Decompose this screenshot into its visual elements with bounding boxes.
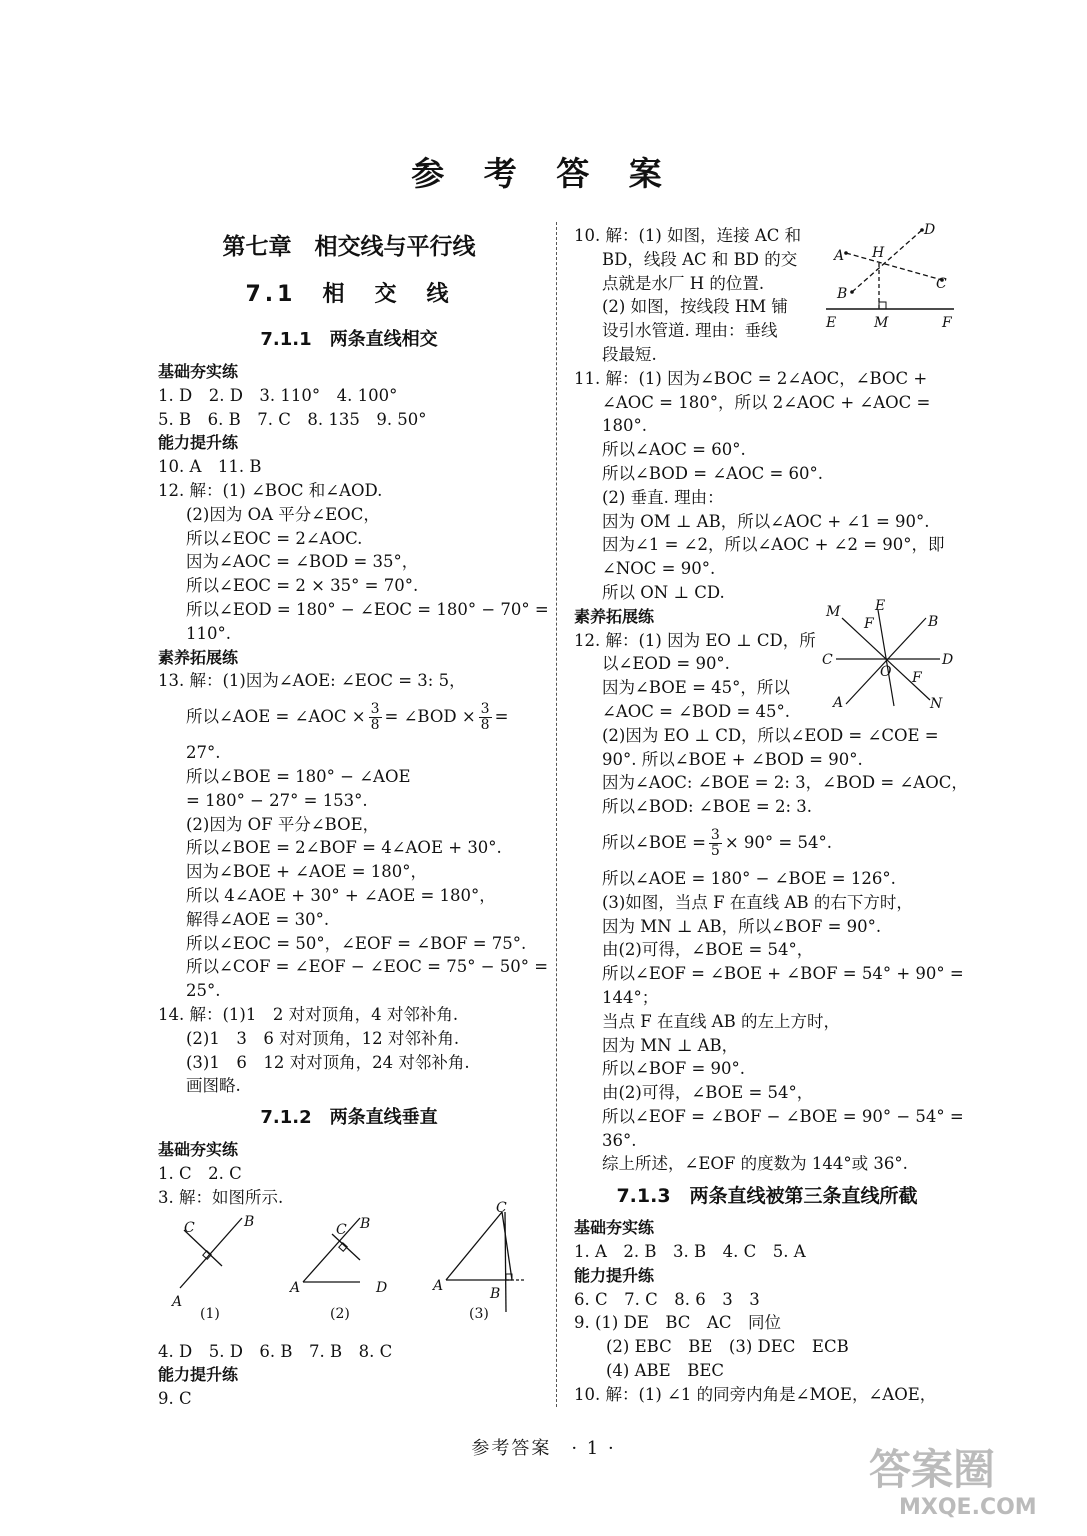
- svg-text:B: B: [928, 614, 939, 630]
- section-label: 能力提升练: [158, 433, 239, 453]
- answer-line: (2)因为 OF 平分∠BOE，: [186, 814, 380, 834]
- svg-text:A: A: [833, 695, 844, 711]
- svg-text:M: M: [826, 604, 841, 620]
- answer-line: 所以∠EOC = 50°，∠EOF = ∠BOF = 75°.: [186, 933, 527, 953]
- answer-line: 6. C 7. C 8. 6 3 3: [574, 1289, 760, 1309]
- answer-line: 以∠EOD = 90°.: [602, 654, 730, 674]
- svg-text:D: D: [942, 652, 954, 668]
- answer-line: ∠NOC = 90°.: [602, 559, 716, 579]
- answer-line: 综上所述，∠EOF 的度数为 144°或 36°.: [602, 1154, 908, 1174]
- column-divider: [556, 222, 557, 1407]
- text-segment: 3: [480, 701, 490, 718]
- section-label: 素养拓展练: [158, 647, 239, 667]
- svg-text:D: D: [376, 1280, 388, 1296]
- svg-text:答案圈: 答案圈: [869, 1445, 996, 1494]
- figure-caption-1: (1): [200, 1306, 220, 1322]
- answer-line: 27°.: [186, 743, 221, 763]
- answer-line: 所以 4∠AOE + 30° + ∠AOE = 180°，: [186, 885, 496, 905]
- answer-line: 所以∠BOF = 90°.: [602, 1059, 746, 1079]
- svg-text:F: F: [864, 616, 874, 632]
- fraction: [709, 828, 722, 859]
- section-label: 素养拓展练: [574, 606, 655, 626]
- section-label: 能力提升练: [574, 1265, 655, 1285]
- answer-line: 4. D 5. D 6. B 7. B 8. C: [158, 1341, 393, 1361]
- svg-text:M: M: [874, 315, 889, 331]
- answer-line: (2) EBC BE (3) DEC ECB: [606, 1337, 849, 1357]
- answer-line: 90°. 所以∠BOE + ∠BOD = 90°.: [602, 749, 863, 769]
- svg-text:D: D: [924, 222, 936, 238]
- figure-caption-2: (2): [330, 1306, 350, 1322]
- answer-line: 9. C: [158, 1389, 192, 1409]
- answer-line: (2)因为 EO ⊥ CD，所以∠EOD = ∠COE =: [602, 725, 939, 745]
- svg-text:C: C: [336, 1222, 347, 1238]
- answer-line: 所以∠EOF = ∠BOF − ∠BOE = 90° − 54° =: [602, 1106, 964, 1126]
- answer-line: 10. 解：(1) 如图，连接 AC 和: [574, 226, 802, 245]
- answer-line: 10. A 11. B: [158, 457, 262, 477]
- fraction-line: [574, 819, 960, 867]
- answer-line: 由(2)可得，∠BOE = 54°，: [602, 1083, 814, 1103]
- answer-line: 画图略.: [186, 1076, 241, 1096]
- answer-line: 12. 解：(1) ∠BOC 和∠AOD.: [158, 480, 383, 500]
- fraction: [479, 702, 492, 733]
- answer-line: 5. B 6. B 7. C 8. 135 9. 50°: [158, 409, 427, 429]
- figure-intersecting-lines: [818, 596, 960, 716]
- svg-text:A: A: [172, 1294, 183, 1310]
- answer-line: (2) 垂直. 理由：: [602, 487, 724, 507]
- answer-line: 当点 F 在直线 AB 的左上方时，: [602, 1011, 840, 1031]
- answer-line: 144°；: [602, 987, 659, 1007]
- answer-line: 36°.: [602, 1130, 637, 1150]
- figure-perpendiculars: [160, 1200, 530, 1328]
- answer-line: 11. 解：(1) 因为∠BOC = 2∠AOC，∠BOC +: [574, 368, 928, 388]
- answer-line: 1. D 2. D 3. 110° 4. 100°: [158, 385, 398, 405]
- answer-line: 所以∠AOE = 180° − ∠BOE = 126°.: [602, 868, 896, 888]
- answer-line: 点就是水厂 H 的位置.: [602, 273, 765, 293]
- text-segment: × 90° = 54°.: [724, 832, 832, 852]
- answer-line: 所以∠EOD = 180° − ∠EOC = 180° − 70° =: [186, 599, 549, 619]
- svg-text:C: C: [822, 652, 833, 668]
- svg-text:B: B: [244, 1214, 255, 1230]
- subsection-heading: 7.1.2 两条直线垂直: [260, 1107, 438, 1129]
- answer-line: 解得∠AOE = 30°.: [186, 909, 330, 929]
- watermark-logo: [863, 1432, 1063, 1522]
- subsection-heading: 7.1.1 两条直线相交: [260, 329, 438, 350]
- answer-line: (2)因为 OA 平分∠EOC，: [186, 504, 380, 524]
- svg-text:H: H: [872, 245, 885, 261]
- svg-text:B: B: [837, 286, 848, 302]
- answer-line: BD，线段 AC 和 BD 的交: [602, 249, 798, 269]
- answer-line: 10. 解：(1) ∠1 的同旁内角是∠MOE，∠AOE，: [574, 1384, 937, 1404]
- answer-line: 所以∠BOD: ∠BOE = 2: 3.: [602, 797, 813, 817]
- answer-line: 13. 解：(1)因为∠AOE: ∠EOC = 3: 5，: [158, 671, 466, 691]
- text-segment: 3: [710, 826, 720, 843]
- svg-text:F: F: [912, 670, 922, 686]
- answer-line: 所以∠EOF = ∠BOE + ∠BOF = 54° + 90° =: [602, 964, 964, 984]
- right-column: [574, 224, 968, 1407]
- page-footer: 参考答案 · 1 ·: [471, 1438, 616, 1459]
- answer-line: 因为 OM ⊥ AB，所以∠AOC + ∠1 = 90°.: [602, 511, 930, 531]
- svg-text:F: F: [942, 315, 952, 331]
- svg-text:N: N: [930, 696, 943, 712]
- chapter-heading: 第七章 相交线与平行线: [222, 234, 476, 260]
- answer-line: 因为 MN ⊥ AB，所以∠BOF = 90°.: [602, 916, 882, 936]
- svg-text:E: E: [826, 315, 837, 331]
- answer-line: 1. C 2. C: [158, 1163, 242, 1183]
- answer-line: 14. 解：(1)1 2 对对顶角，4 对邻补角.: [158, 1004, 459, 1024]
- answer-line: 110°.: [186, 623, 231, 643]
- section-label: 基础夯实练: [158, 1140, 239, 1160]
- svg-text:A: A: [834, 248, 845, 264]
- answer-line: 设引水管道. 理由：垂线: [602, 321, 778, 341]
- subsection-heading: 7.1.3 两条直线被第三条直线所截: [616, 1185, 918, 1208]
- answer-line: 由(2)可得，∠BOE = 54°，: [602, 940, 814, 960]
- svg-text:B: B: [490, 1286, 501, 1302]
- answer-line: 3. 解：如图所示.: [158, 1187, 284, 1207]
- fraction-line: [158, 693, 540, 741]
- text-segment: 8: [480, 717, 490, 734]
- svg-text:O: O: [880, 664, 892, 680]
- svg-text:C: C: [184, 1220, 195, 1236]
- answer-line: (2)1 3 6 对对顶角，12 对邻补角.: [186, 1028, 460, 1048]
- svg-text:B: B: [360, 1216, 371, 1232]
- page-title: 参 考 答 案: [411, 154, 676, 193]
- text-segment: =: [494, 707, 509, 727]
- answer-line: (3)如图，当点 F 在直线 AB 的右下方时，: [602, 892, 913, 912]
- answer-line: (4) ABE BEC: [606, 1361, 724, 1381]
- svg-text:MXQE.COM: MXQE.COM: [899, 1495, 1037, 1520]
- answer-line: 因为∠1 = ∠2，所以∠AOC + ∠2 = 90°，即: [602, 535, 945, 555]
- answer-line: = 180° − 27° = 153°.: [186, 790, 368, 810]
- answer-line: 所以∠BOE = 2∠BOF = 4∠AOE + 30°.: [186, 838, 502, 858]
- svg-text:E: E: [875, 598, 886, 614]
- text-segment: = ∠BOD ×: [384, 707, 476, 727]
- answer-line: 所以 ON ⊥ CD.: [602, 582, 725, 602]
- text-segment: 所以∠AOE = ∠AOC ×: [186, 707, 366, 727]
- section-label: 能力提升练: [158, 1365, 239, 1385]
- svg-text:C: C: [936, 276, 947, 292]
- answer-line: 因为∠AOC = ∠BOD = 35°，: [186, 552, 419, 572]
- answer-line: 因为∠BOE + ∠AOE = 180°，: [186, 862, 428, 882]
- answer-line: 所以∠EOC = 2 × 35° = 70°.: [186, 576, 419, 596]
- answer-line: 因为 MN ⊥ AB，: [602, 1035, 739, 1055]
- answer-line: 9. (1) DE BC AC 同位: [574, 1313, 781, 1333]
- answer-line: 所以∠COF = ∠EOF − ∠EOC = 75° − 50° =: [186, 957, 549, 977]
- answer-line: 所以∠AOC = 60°.: [602, 440, 746, 460]
- fraction: [369, 702, 382, 733]
- answer-line: 因为∠AOC: ∠BOE = 2: 3，∠BOD = ∠AOC，: [602, 773, 968, 793]
- section-label: 基础夯实练: [574, 1218, 655, 1238]
- answer-line: (2) 如图，按线段 HM 铺: [602, 297, 788, 317]
- section-label: 基础夯实练: [158, 362, 239, 381]
- svg-text:A: A: [433, 1278, 444, 1294]
- section-heading: 7.1 相 交 线: [245, 282, 453, 307]
- answer-line: 所以∠EOC = 2∠AOC.: [186, 528, 363, 548]
- text-segment: 所以∠BOE =: [602, 832, 706, 852]
- svg-text:C: C: [496, 1200, 507, 1216]
- answer-line: 180°.: [602, 416, 647, 436]
- figure-water-plant: [822, 220, 962, 335]
- answer-line: 因为∠BOE = 45°，所以: [602, 678, 790, 698]
- svg-text:A: A: [290, 1280, 301, 1296]
- answer-line: 1. A 2. B 3. B 4. C 5. A: [574, 1242, 806, 1262]
- answer-line: ∠AOC = ∠BOD = 45°.: [602, 701, 791, 721]
- answer-line: 所以∠BOD = ∠AOC = 60°.: [602, 463, 824, 483]
- text-segment: 5: [710, 842, 720, 859]
- answer-line: 25°.: [186, 981, 221, 1001]
- text-segment: 3: [370, 701, 380, 718]
- figure-caption-3: (3): [469, 1306, 489, 1322]
- text-segment: 8: [370, 717, 380, 734]
- answer-line: ∠AOC = 180°，所以 2∠AOC + ∠AOC =: [602, 392, 931, 412]
- answer-line: 12. 解：(1) 因为 EO ⊥ CD，所: [574, 630, 816, 650]
- answer-line: 所以∠BOE = 180° − ∠AOE: [186, 766, 411, 786]
- answer-line: (3)1 6 12 对对顶角，24 对邻补角.: [186, 1052, 470, 1072]
- answer-line: 段最短.: [602, 344, 657, 364]
